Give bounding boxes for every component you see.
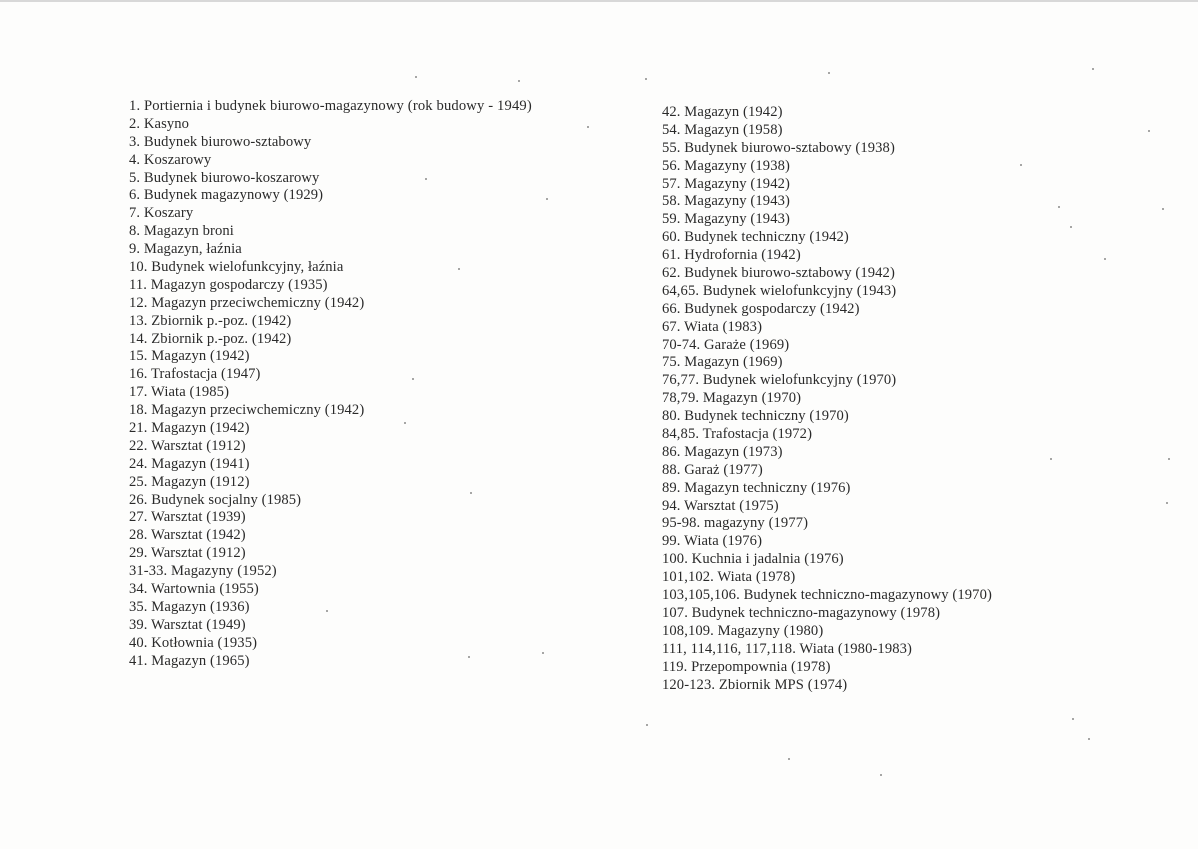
scan-speck (470, 492, 472, 494)
scan-speck (1070, 226, 1072, 228)
scan-speck (412, 378, 414, 380)
list-item: 27. Warsztat (1939) (129, 509, 246, 526)
list-item: 54. Magazyn (1958) (662, 121, 783, 138)
scan-speck (1072, 718, 1074, 720)
scan-speck (542, 652, 544, 654)
list-item: 10. Budynek wielofunkcyjny, łaźnia (129, 259, 344, 276)
list-item: 95-98. magazyny (1977) (662, 515, 809, 532)
list-item: 76,77. Budynek wielofunkcyjny (1970) (662, 372, 897, 389)
scan-speck (1058, 206, 1060, 208)
list-item: 57. Magazyny (1942) (662, 175, 790, 192)
scan-speck (468, 656, 470, 658)
list-item: 18. Magazyn przeciwchemiczny (1942) (129, 402, 365, 419)
list-item: 88. Garaż (1977) (662, 461, 763, 478)
list-item: 59. Magazyny (1943) (662, 211, 790, 228)
list-item: 26. Budynek socjalny (1985) (129, 491, 302, 508)
scan-speck (404, 422, 406, 424)
list-item: 111, 114,116, 117,118. Wiata (1980-1983) (662, 640, 912, 657)
list-item: 34. Wartownia (1955) (129, 581, 259, 598)
list-item: 35. Magazyn (1936) (129, 598, 250, 615)
scan-speck (788, 758, 790, 760)
scan-speck (1166, 502, 1168, 504)
scan-speck (587, 126, 589, 128)
list-item: 29. Warsztat (1912) (129, 545, 246, 562)
scan-speck (828, 72, 830, 74)
list-item: 22. Warsztat (1912) (129, 437, 246, 454)
list-item: 100. Kuchnia i jadalnia (1976) (662, 551, 844, 568)
list-item: 103,105,106. Budynek techniczno-magazynowy (1970) (662, 587, 992, 604)
list-item: 119. Przepompownia (1978) (662, 658, 831, 675)
scan-speck (645, 78, 647, 80)
scan-speck (880, 774, 882, 776)
scan-speck (1162, 208, 1164, 210)
list-item: 5. Budynek biurowo-koszarowy (129, 169, 320, 186)
list-item: 1. Portiernia i budynek biurowo-magazynowy (rok budowy - 1949) (129, 98, 532, 114)
list-item: 120-123. Zbiornik MPS (1974) (662, 676, 848, 693)
scan-speck (1092, 68, 1094, 70)
scan-speck (1088, 738, 1090, 740)
scan-speck (546, 198, 548, 200)
list-item: 2. Kasyno (129, 115, 190, 132)
list-item: 39. Warsztat (1949) (129, 616, 246, 633)
list-item: 89. Magazyn techniczny (1976) (662, 479, 851, 496)
list-item: 13. Zbiornik p.-poz. (1942) (129, 312, 292, 329)
right-column-list (662, 104, 1082, 694)
scan-speck (518, 80, 520, 82)
scan-speck (326, 610, 328, 612)
list-item: 4. Koszarowy (129, 151, 212, 168)
list-item: 17. Wiata (1985) (129, 384, 230, 401)
list-item: 70-74. Garaże (1969) (662, 336, 790, 353)
list-item: 75. Magazyn (1969) (662, 354, 783, 371)
list-item: 9. Magazyn, łaźnia (129, 241, 242, 258)
list-item: 78,79. Magazyn (1970) (662, 390, 802, 407)
list-item: 12. Magazyn przeciwchemiczny (1942) (129, 294, 365, 311)
list-item: 61. Hydrofornia (1942) (662, 247, 801, 264)
scan-speck (425, 178, 427, 180)
list-item: 24. Magazyn (1941) (129, 455, 250, 472)
scan-speck (1148, 130, 1150, 132)
scan-speck (1104, 258, 1106, 260)
list-item: 80. Budynek techniczny (1970) (662, 408, 849, 425)
list-item: 42. Magazyn (1942) (662, 104, 783, 120)
list-item: 14. Zbiornik p.-poz. (1942) (129, 330, 292, 347)
list-item: 101,102. Wiata (1978) (662, 569, 796, 586)
list-item: 58. Magazyny (1943) (662, 193, 790, 210)
list-item: 3. Budynek biurowo-sztabowy (129, 133, 312, 150)
list-item: 11. Magazyn gospodarczy (1935) (129, 276, 328, 293)
scan-speck (1168, 458, 1170, 460)
list-item: 16. Trafostacja (1947) (129, 366, 261, 383)
scan-speck (1050, 458, 1052, 460)
list-item: 86. Magazyn (1973) (662, 443, 783, 460)
list-item: 41. Magazyn (1965) (129, 652, 250, 669)
scan-speck (415, 76, 417, 78)
list-item: 62. Budynek biurowo-sztabowy (1942) (662, 265, 895, 282)
list-item: 60. Budynek techniczny (1942) (662, 229, 849, 246)
list-item: 66. Budynek gospodarczy (1942) (662, 300, 860, 317)
list-item: 99. Wiata (1976) (662, 533, 763, 550)
list-item: 107. Budynek techniczno-magazynowy (1978) (662, 604, 941, 621)
list-item: 28. Warsztat (1942) (129, 527, 246, 544)
list-item: 108,109. Magazyny (1980) (662, 622, 824, 639)
list-item: 21. Magazyn (1942) (129, 420, 250, 437)
list-item: 8. Magazyn broni (129, 223, 234, 240)
list-item: 25. Magazyn (1912) (129, 473, 250, 490)
list-item: 40. Kotłownia (1935) (129, 634, 258, 651)
left-column-list (129, 98, 599, 671)
list-item: 94. Warsztat (1975) (662, 497, 779, 514)
list-item: 31-33. Magazyny (1952) (129, 563, 277, 580)
scan-speck (458, 268, 460, 270)
list-item: 55. Budynek biurowo-sztabowy (1938) (662, 139, 895, 156)
list-item: 7. Koszary (129, 205, 194, 222)
list-item: 56. Magazyny (1938) (662, 157, 790, 174)
list-item: 64,65. Budynek wielofunkcyjny (1943) (662, 282, 897, 299)
list-item: 15. Magazyn (1942) (129, 348, 250, 365)
scan-speck (646, 724, 648, 726)
list-item: 6. Budynek magazynowy (1929) (129, 187, 324, 204)
list-item: 67. Wiata (1983) (662, 318, 763, 335)
list-item: 84,85. Trafostacja (1972) (662, 426, 813, 443)
scan-speck (1020, 164, 1022, 166)
